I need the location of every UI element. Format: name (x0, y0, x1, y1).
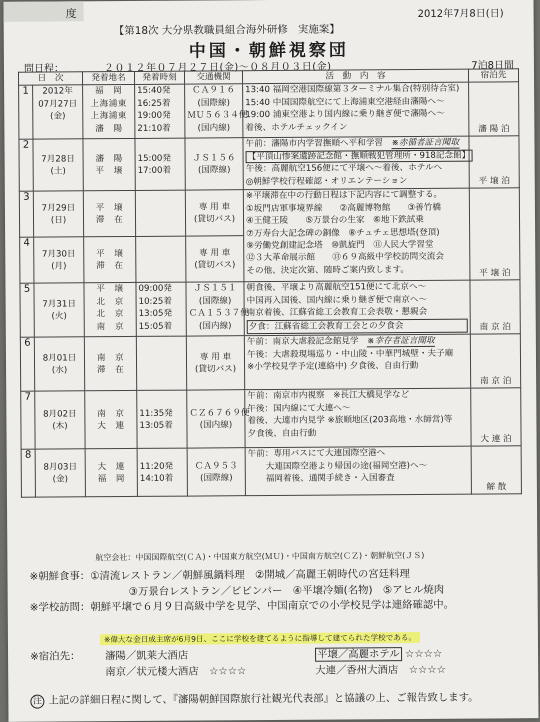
day-number: 5 (20, 284, 34, 338)
activity-line: 午前：南京市内視察 ※長江大橋見学など (247, 390, 410, 402)
subtitle-tag: 実施案】 (297, 23, 340, 36)
transport-cell (186, 336, 244, 390)
day-cell (33, 191, 83, 237)
col-header-day: 日 次 (18, 72, 82, 86)
day-date: 7月31日 (42, 298, 76, 310)
day-year: 2012年 (42, 86, 73, 97)
transport-cell (186, 236, 244, 282)
transport-item: 専 用 車 (199, 247, 231, 258)
activity-line: ①坂門店軍事境界線 ②高麗博物館 ③善竹橋 (245, 202, 441, 214)
place-item: 平 壌 (96, 284, 124, 295)
time-item: 11:20発 (139, 461, 174, 472)
time-item: 19:00発 (137, 110, 171, 122)
place-cell (84, 337, 136, 391)
hotel-item: 平壌／高麗ホテル (315, 647, 402, 662)
activity-line: 着後、大連市内見学 ※旅順地区(203高地・水師営)等 (247, 414, 453, 427)
transport-item: (国際線) (197, 98, 231, 109)
day-weekday: (日) (50, 215, 67, 226)
day-date: 8月01日 (42, 352, 77, 364)
table-row (19, 188, 519, 237)
corner-mark: 度 (65, 7, 77, 21)
activity-line: 午前：瀋陽市内学習撫順へ平和学習 (245, 138, 384, 150)
note-circle-mark: 注 (30, 695, 44, 709)
time-item: 09:00発 (138, 284, 172, 295)
table-row (19, 82, 519, 139)
transport-cell (187, 448, 245, 496)
time-cell (135, 191, 185, 237)
transport-item: ＣＺ６７６９便 (189, 407, 250, 419)
activity-line: ⑨労働党創建記念塔 ⑩凱旋門 ⑪人民大学習堂 (246, 239, 434, 252)
hotel-item: 瀋陽／凱莱大酒店 (105, 649, 189, 663)
activity-line: その他、決定次第、随時ご案内致します。 (246, 264, 410, 277)
place-cell (83, 139, 135, 191)
time-cell (137, 390, 187, 448)
stay-cell: 南 京 泊 (470, 334, 520, 388)
day-cell (35, 449, 85, 497)
transport-item: ＪＳ１５６ (192, 152, 236, 164)
place-item: 平 壌 (95, 165, 123, 177)
transport-cell (186, 282, 249, 336)
place-item: 大 連 (97, 461, 125, 472)
place-cell (83, 85, 135, 139)
transport-cell (187, 390, 250, 448)
activity-cell (243, 137, 469, 191)
place-item: 平 壌 (95, 202, 124, 213)
activity-line: 中国再入国後、国内線に乗り継ぎ便で南京へ～ (246, 294, 428, 306)
activity-line: 15:40 中国国際航空にて上海浦東空港経由瀋陽へ～ (245, 96, 445, 108)
meal-line: ③万景台レストラン／ビビンパー ④平壌冷麺(名物) ⑤アヒル焼肉 (128, 583, 445, 598)
notes-section (29, 566, 529, 616)
day-date: 7月28日 (41, 153, 75, 165)
activity-line: ⑦万寿台大記念碑の銅像 ⑧チュチェ思想塔(登頂) (246, 227, 440, 239)
col-header-transport: 交通機関 (184, 71, 242, 85)
place-cell (84, 283, 136, 337)
activity-cell (244, 335, 470, 391)
stay-cell: 南 京 泊 (470, 280, 520, 334)
document-page (3, 0, 538, 722)
col-header-time: 発着時刻 (134, 71, 184, 85)
activity-line: 13:40 福岡空港国際線第３ターミナル集合(特別待合室) (245, 84, 460, 96)
day-number: 6 (20, 338, 34, 392)
place-cell (84, 237, 136, 283)
place-item: 上海浦東 (90, 111, 128, 122)
transport-cell (185, 84, 248, 138)
day-cell (34, 283, 84, 337)
activity-line: ⑫３大革命展示館 ⑬６９高級中学校訪問交流会 (246, 252, 445, 264)
day-number: 3 (19, 192, 33, 238)
time-item: 16:25着 (137, 98, 171, 109)
hotel-item: 南京／状元楼大酒店 ☆☆☆☆ (105, 665, 247, 679)
place-item: 平 壌 (96, 248, 124, 259)
activity-line: 南京着後、江蘇省総工会教育工会表敬・懇親会 (246, 307, 428, 319)
stay-cell: 解 散 (471, 446, 521, 494)
place-item: 南 京 (96, 352, 125, 363)
transport-item: ＭＵ５６３４便 (187, 110, 248, 121)
activity-line: ④王健王陵 ⑤万景台の生家 ⑥地下鉄試乗 (246, 215, 424, 227)
time-item: 13:05発 (138, 308, 173, 320)
place-item: 滞 在 (95, 214, 124, 226)
activity-note: ※幸存者証言聞取 (367, 336, 435, 347)
time-item: 15:40発 (137, 86, 171, 97)
hotel-rating: ☆☆☆☆ (408, 663, 446, 677)
time-item: 15:05着 (138, 321, 173, 332)
activity-line: 着後、ホテルチェックイン (245, 122, 348, 133)
transport-item: (国内線) (197, 122, 231, 134)
hotels-section (30, 646, 530, 681)
activity-cell (245, 389, 471, 449)
transport-cell (185, 138, 243, 190)
place-item: 北 京 (96, 296, 124, 308)
activity-line: ※平壌滞在中の行動日程は下記内容にて調整する。 (245, 190, 443, 202)
subtitle-main: 【第18次 大分県教職員組合海外研修 (113, 23, 288, 38)
time-item: 11:35発 (139, 408, 173, 419)
table-row (19, 136, 519, 191)
transport-item: ＣＡ１５３７便 (188, 308, 249, 319)
time-item: 14:10着 (139, 473, 174, 484)
day-weekday: (金) (52, 474, 69, 485)
footer-note (30, 689, 478, 709)
activity-line: 福岡着後、通関手続き・入国審査 (265, 473, 395, 485)
activity-line: 夕食後、自由行動 (247, 428, 317, 439)
day-weekday: (木) (52, 421, 68, 432)
place-item: 上海浦東 (90, 98, 127, 110)
school-visit-note: ※学校訪問：朝鮮平壌で６月９日高級中学を見学、中国南京での小学校見学は連絡確認中。 (29, 598, 455, 614)
day-date: 7月30日 (41, 248, 76, 260)
day-number: 2 (19, 140, 33, 192)
activity-line: 午後：大虐殺現場巡り・中山陵・中華門城壁・夫子廟 (246, 348, 454, 360)
col-header-place: 発着地名 (82, 71, 134, 85)
place-item: 福 岡 (94, 86, 123, 97)
day-number: 7 (21, 392, 35, 450)
day-number: 1 (19, 86, 33, 140)
activity-line: ◎朝鮮学校行程確認・オリエンテーション (245, 175, 408, 187)
place-item: 滞 在 (96, 260, 124, 272)
time-cell (136, 236, 186, 282)
transport-item: (国内線) (198, 320, 232, 332)
time-cell (136, 282, 186, 336)
hotel-rating: ☆☆☆☆ (404, 647, 443, 661)
place-item: 南 京 (97, 408, 125, 419)
activity-cell (243, 83, 469, 139)
activity-boxed-line: 夕食：江蘇省総工会教育工会との夕食会 (247, 318, 468, 334)
transport-item: ＣＡ９５３ (194, 460, 238, 472)
place-item: 滞 在 (96, 364, 125, 376)
activity-line: 大連国際空港より帰国の途(福岡空港)へ～ (265, 460, 428, 472)
time-item: 17:00着 (137, 165, 172, 176)
activity-line: 朝食後、平壌より高麗航空151便にて北京へ～ (246, 282, 427, 294)
transport-item: (国際線) (197, 165, 231, 176)
activity-boxed-line: 【平頂山惨案遺跡記念館・撫順戦犯管理所・918記念館】 (246, 149, 473, 163)
highlighted-note: ※偉大な金日成主席が6月9日、ここに学校を建てるように指導して建てられた学校である。 (100, 632, 420, 645)
activity-cell (244, 281, 470, 337)
place-cell (85, 391, 137, 449)
hotels-label: ※宿泊先： (30, 650, 81, 663)
table-row (21, 446, 521, 497)
transport-item: (国際線) (200, 473, 233, 484)
day-date: 8月03日 (43, 461, 78, 473)
document-date: 2012年7月8日(日) (417, 8, 504, 20)
col-header-activity: 活 動 内 容 (242, 69, 468, 84)
place-item: 福 岡 (97, 473, 126, 485)
transport-cell (185, 190, 243, 236)
period-dates: ２０１２年０７月２７日(金)～０８月０３日(金) (103, 61, 332, 75)
day-number: 8 (21, 450, 35, 498)
time-item: 10:25着 (138, 296, 173, 307)
meal-line: ①清流レストラン／朝鮮風鍋料理 ②開城／高麗王朝時代の宮廷料理 (90, 568, 410, 583)
trip-length: 7泊8日間 (471, 60, 514, 72)
day-weekday: (金) (50, 111, 66, 122)
day-weekday: (水) (51, 365, 68, 376)
day-number: 4 (20, 238, 34, 284)
place-cell (85, 449, 137, 497)
day-cell (33, 85, 83, 139)
activity-line: 午前：南京大虐殺記念館見学 (246, 336, 359, 348)
activity-line: 午後：高麗航空156便にて平壌へ～着後、ホテルへ (245, 163, 443, 175)
stay-cell: 瀋 陽 泊 (469, 82, 519, 136)
place-item: 大 連 (97, 420, 125, 432)
time-cell (136, 336, 186, 390)
activity-cell (245, 447, 471, 497)
hotel-rating: ☆☆☆☆ (209, 665, 247, 678)
place-cell (83, 191, 135, 237)
stay-cell: 大 連 泊 (471, 388, 521, 446)
day-cell (33, 139, 83, 191)
table-row (21, 388, 521, 449)
place-item: 南 京 (96, 321, 124, 332)
activity-line: 午前：専用バスにて大連国際空港へ (247, 448, 386, 460)
transport-item: (貸切バス) (194, 364, 237, 375)
day-cell (34, 237, 84, 283)
activity-cell (243, 189, 470, 283)
airlines-note: 航空会社：中国国際航空(ＣＡ)・中国東方航空(ＭＵ)・中国南方航空(ＣＺ)・朝鮮航空(ＪＳ) (95, 550, 425, 563)
time-item: 13:05着 (139, 420, 173, 431)
transport-item: (国内線) (199, 420, 233, 431)
transport-item: (国際線) (198, 296, 232, 307)
place-item: 瀋 陽 (95, 123, 123, 134)
day-date: 7月29日 (41, 202, 76, 214)
time-cell (135, 85, 185, 139)
day-weekday: (月) (51, 261, 67, 272)
table-row (20, 334, 520, 391)
period-label: 問日程： (23, 63, 65, 75)
activity-line: ※小学校見学予定(連絡中) 夕食後、自由行動 (247, 361, 419, 373)
time-item: 15:00発 (137, 153, 172, 164)
activity-line: 19:00 浦東空港より国内線に乗り継ぎ便で瀋陽へ～ (245, 109, 445, 121)
transport-item: ＣＡ９１６ (192, 85, 236, 96)
day-cell (35, 391, 85, 449)
day-date: 07月27日 (38, 99, 78, 110)
activity-note: ※赤循者証言聞取 (391, 138, 460, 149)
table-row (20, 280, 520, 337)
hotel-item: 大連／香州大酒店 ☆☆☆☆ (315, 663, 446, 677)
place-item: 北 京 (96, 309, 124, 320)
time-item: 21:10着 (137, 123, 171, 134)
meal-label: ※朝鮮食事： (29, 570, 91, 583)
col-header-stay: 宿泊先 (468, 69, 518, 83)
document-title: 中国・朝鮮視察団 (188, 40, 349, 62)
transport-item: ＪＳ１５１ (193, 283, 237, 294)
transport-item: 専 用 車 (199, 351, 232, 362)
activity-line: 午後：国内線にて大連へ～ (247, 403, 351, 414)
stay-cell: 平 壌 泊 (469, 188, 520, 280)
transport-item: (貸切バス) (193, 214, 236, 225)
day-cell (34, 337, 84, 391)
time-cell (135, 139, 185, 191)
footer-text: 上記の詳細日程に関して、『瀋陽朝鮮国際旅行社観光代表部』と協議の上、ご報告致します。 (48, 691, 479, 707)
schedule-table (18, 68, 522, 498)
transport-item: 専 用 車 (198, 201, 231, 213)
place-item: 瀋 陽 (95, 153, 123, 164)
stay-cell: 平 壌 泊 (469, 136, 519, 188)
day-weekday: (土) (50, 166, 66, 177)
day-weekday: (火) (51, 311, 67, 322)
time-cell (137, 448, 187, 496)
day-date: 8月02日 (43, 408, 77, 420)
transport-item: (貸切バス) (194, 260, 236, 271)
